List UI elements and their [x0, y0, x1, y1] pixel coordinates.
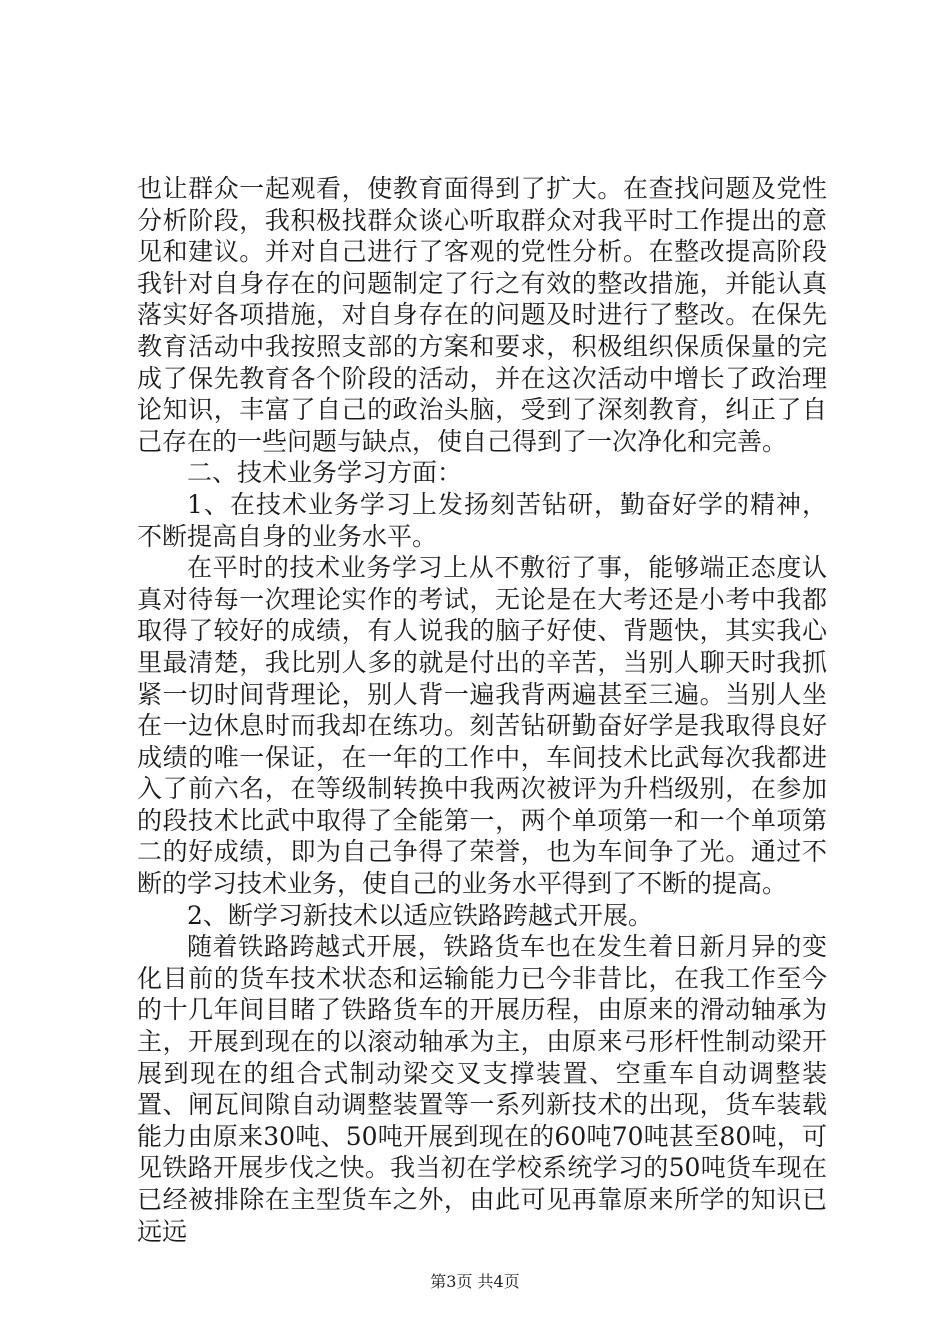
- paragraph-study-results: 在平时的技术业务学习上从不敷衍了事，能够端正态度认真对待每一次理论实作的考试，无论是在大考还是小考中我都取得了较好的成绩，有人说我的脑子好使、背题快，其实我心里最清楚，我比别人多的就是付出的辛苦，当别人聊天时我抓紧一切时间背理论，别人背一遍我背两遍甚至三遍。当别人坐在一边休息时而我却在练功。刻苦钻研勤奋好学是我取得良好成绩的唯一保证，在一年的工作中，车间技术比武每次我都进入了前六名，在等级制转换中我两次被评为升档级别，在参加的段技术比武中取得了全能第一，两个单项第一和一个单项第二的好成绩，即为自己争得了荣誉，也为车间争了光。通过不断的学习技术业务，使自己的业务水平得到了不断的提高。: [137, 553, 827, 899]
- paragraph-railway-development: 随着铁路跨越式开展，铁路货车也在发生着日新月异的变化目前的货车技术状态和运输能力已今非昔比，在我工作至今的十几年间目睹了铁路货车的开展历程，由原来的滑动轴承为主，开展到现在的以滚动轴承为主，由原来弓形杆性制动梁开展到现在的组合式制动梁交叉支撑装置、空重车自动调整装置、闸瓦间隙自动调整装置等一系列新技术的出现，货车装载能力由原来30吨、50吨开展到现在的60吨70吨甚至80吨，可见铁路开展步伐之快。我当初在学校系统学习的50吨货车现在已经被排除在主型货车之外，由此可见再靠原来所学的知识已远远: [137, 932, 827, 1246]
- document-body: [137, 173, 827, 1247]
- subheading-new-technology: 2、断学习新技术以适应铁路跨越式开展。: [187, 900, 653, 930]
- page-footer-number: 第3页 共4页: [430, 1272, 520, 1291]
- section-heading-technical-study: 二、技术业务学习方面：: [187, 458, 463, 488]
- subheading-diligent-study: 1、在技术业务学习上发扬刻苦钻研，勤奋好学的精神，不断提高自身的业务水平。: [137, 489, 827, 551]
- paragraph-party-education: 也让群众一起观看，使教育面得到了扩大。在查找问题及党性分析阶段，我积极找群众谈心听取群众对我平时工作提出的意见和建议。并对自己进行了客观的党性分析。在整改提高阶段我针对自身存在的问题制定了行之有效的整改措施，并能认真落实好各项措施，对自身存在的问题及时进行了整改。在保先教育活动中我按照支部的方案和要求，积极组织保质保量的完成了保先教育各个阶段的活动，并在这次活动中增长了政治理论知识，丰富了自己的政治头脑，受到了深刻教育，纠正了自己存在的一些问题与缺点，使自己得到了一次净化和完善。: [137, 174, 827, 456]
